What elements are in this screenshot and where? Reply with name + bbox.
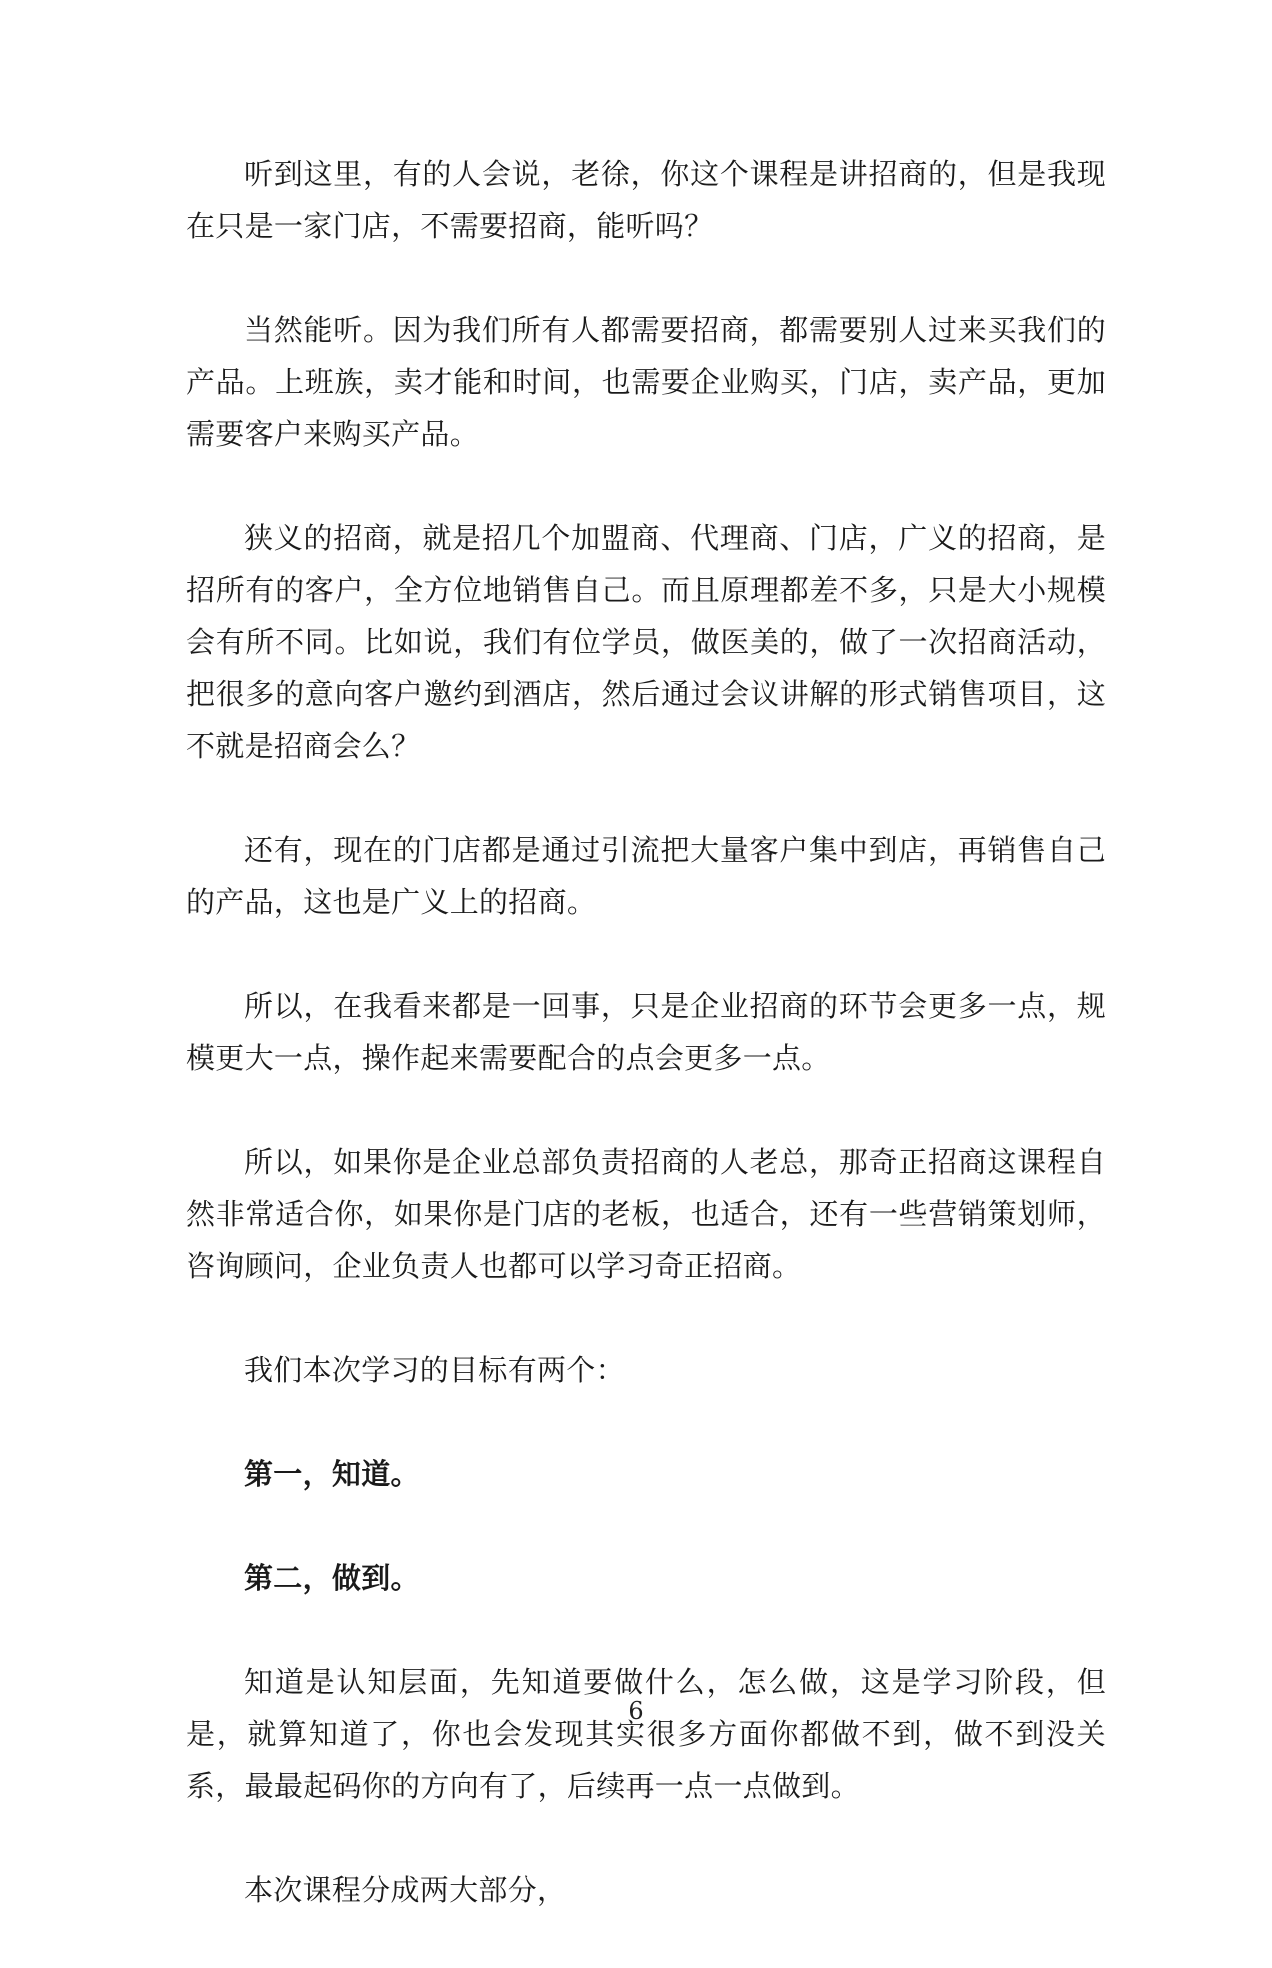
paragraph-2: 当然能听。因为我们所有人都需要招商，都需要别人过来买我们的产品。上班族，卖才能和时间，也需要企业购买，门店，卖产品，更加需要客户来购买产品。: [186, 313, 1106, 451]
goal-two-heading: 第二，做到。: [244, 1561, 420, 1595]
paragraph-11: 本次课程分成两大部分，: [244, 1873, 567, 1907]
paragraph-5: 所以，在我看来都是一回事，只是企业招商的环节会更多一点，规模更大一点，操作起来需要配合的点会更多一点。: [186, 989, 1106, 1075]
document-body: [186, 148, 1106, 1968]
goal-one-heading: 第一，知道。: [244, 1457, 420, 1491]
paragraph-10: 知道是认知层面，先知道要做什么，怎么做，这是学习阶段，但是，就算知道了，你也会发现其实很多方面你都做不到，做不到没关系，最最起码你的方向有了，后续再一点一点做到。: [186, 1665, 1106, 1803]
paragraph-3: 狭义的招商，就是招几个加盟商、代理商、门店，广义的招商，是招所有的客户，全方位地销售自己。而且原理都差不多，只是大小规模会有所不同。比如说，我们有位学员，做医美的，做了一次招商活动，把很多的意向客户邀约到酒店，然后通过会议讲解的形式销售项目，这不就是招商会么？: [186, 521, 1106, 763]
paragraph-7: 我们本次学习的目标有两个：: [244, 1353, 625, 1387]
paragraph-4: 还有，现在的门店都是通过引流把大量客户集中到店，再销售自己的产品，这也是广义上的招商。: [186, 833, 1106, 919]
paragraph-6: 所以，如果你是企业总部负责招商的人老总，那奇正招商这课程自然非常适合你，如果你是门店的老板，也适合，还有一些营销策划师，咨询顾问，企业负责人也都可以学习奇正招商。: [186, 1145, 1106, 1283]
page-number: 6: [628, 1697, 644, 1725]
paragraph-1: 听到这里，有的人会说，老徐，你这个课程是讲招商的，但是我现在只是一家门店，不需要招商，能听吗？: [186, 157, 1106, 243]
